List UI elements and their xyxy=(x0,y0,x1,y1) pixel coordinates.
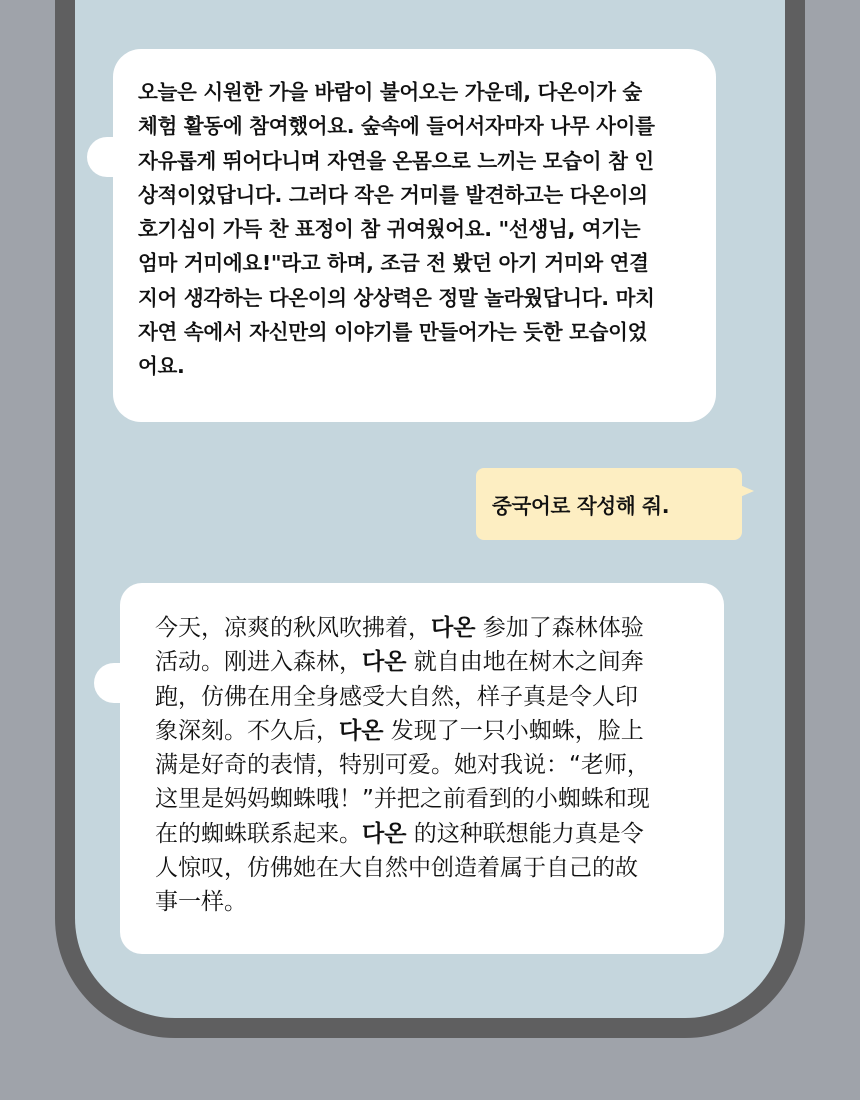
message-text: 参加了森林体验 xyxy=(482,615,644,641)
message-text: 发现了一只小蜘蛛，脸上 xyxy=(390,717,644,744)
message-text: 事一样。 xyxy=(155,889,247,916)
incoming-message-korean xyxy=(113,49,716,422)
message-line xyxy=(155,714,694,748)
message-line: 오늘은 시원한 가을 바람이 불어오는 가운데, 다온이가 숲 xyxy=(138,80,642,104)
child-name: 다온 xyxy=(362,649,407,676)
message-line xyxy=(155,782,694,816)
message-line: 체험 활동에 참여했어요. 숲속에 들어서자마자 나무 사이를 xyxy=(138,114,655,139)
message-line: 자연 속에서 자신만의 이야기를 만들어가는 듯한 모습이었 xyxy=(138,320,648,345)
child-name: 다온 xyxy=(431,615,476,641)
message-line: 상적이었답니다. 그러다 작은 거미를 발견하고는 다온이의 xyxy=(138,182,648,207)
incoming-message-chinese xyxy=(120,583,724,954)
message-line xyxy=(155,817,694,851)
message-text: 人惊叹，仿佛她在大自然中创造着属于自己的故 xyxy=(155,855,638,882)
message-line xyxy=(155,611,694,645)
message-line: 엄마 거미에요!"라고 하며, 조금 전 봤던 아기 거미와 연결 xyxy=(138,251,649,276)
child-name: 다온 xyxy=(362,820,407,847)
message-text: 在的蜘蛛联系起来。 xyxy=(155,820,362,847)
message-line xyxy=(155,748,694,782)
message-text: 중국어로 작성해 줘. xyxy=(492,494,670,518)
message-text: 象深刻。不久后， xyxy=(155,717,339,744)
message-text: 今天，凉爽的秋风吹拂着， xyxy=(155,615,431,641)
message-text: 活动。刚进入森林， xyxy=(155,649,362,676)
message-text: 满是好奇的表情，特别可爱。她对我说：“老师， xyxy=(155,752,650,779)
message-text: 就自由地在树木之间奔 xyxy=(413,649,644,676)
message-line: 지어 생각하는 다온이의 상상력은 정말 놀라웠답니다. 마치 xyxy=(138,285,655,310)
message-line xyxy=(155,645,694,679)
message-line xyxy=(155,851,694,885)
child-name: 다온 xyxy=(339,717,384,744)
message-line xyxy=(155,680,694,714)
message-line: 어요. xyxy=(138,354,185,379)
message-text: 的这种联想能力真是令 xyxy=(413,820,644,847)
outgoing-message-request xyxy=(476,468,742,540)
message-text: 这里是妈妈蜘蛛哦！”并把之前看到的小蜘蛛和现 xyxy=(155,786,650,813)
message-line: 자유롭게 뛰어다니며 자연을 온몸으로 느끼는 모습이 참 인 xyxy=(138,148,654,173)
message-line: 호기심이 가득 찬 표정이 참 귀여웠어요. "선생님, 여기는 xyxy=(138,217,641,242)
message-text: 跑，仿佛在用全身感受大自然，样子真是令人印 xyxy=(155,683,638,710)
message-line xyxy=(155,885,694,919)
